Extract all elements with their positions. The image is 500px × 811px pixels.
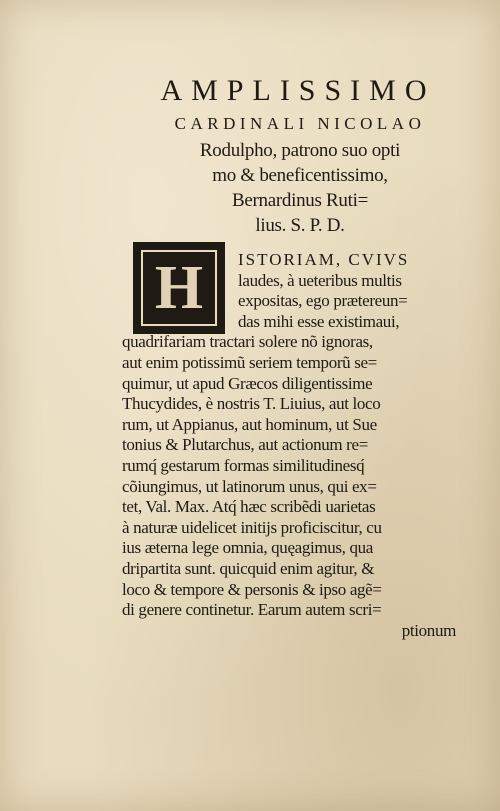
body-line: ISTORIAM, CVIVS	[238, 250, 410, 269]
dedication-heading	[120, 72, 480, 238]
body-line: tonius & Plutarchus, aut actionum re=	[122, 435, 368, 455]
body-text	[122, 250, 468, 641]
body-line: tet, Val. Max. Atq́ hæc scribẽdi uarietas	[122, 497, 376, 517]
body-line: loco & tempore & personis & ipso agẽ=	[122, 579, 382, 599]
body-line: di genere continetur. Earum autem scri=	[122, 600, 382, 620]
body-line: rum, ut Appianus, aut hominum, ut Sue	[122, 414, 377, 434]
dedication-line-3: Rodulpho, patrono suo opti	[199, 140, 401, 161]
body-line: rumq́ gestarum formas similitudinesq́	[122, 455, 365, 475]
dedication-line-2: CARDINALI NICOLAO	[174, 114, 426, 133]
dedication-line-5: Bernardinus Ruti=	[232, 190, 368, 211]
body-line: expositas, ego prætereun=	[238, 291, 408, 311]
dedication-line-4: mo & beneficentissimo,	[212, 165, 388, 186]
body-line: aut enim potissimũ seriem temporũ se=	[122, 352, 377, 372]
body-line: Thucydides, è nostris T. Liuius, aut loco	[122, 394, 381, 414]
body-line: quadrifariam tractari solere nõ ignoras,	[122, 332, 373, 352]
dedication-line-1: AMPLISSIMO	[160, 74, 436, 107]
catchword: ptionum	[401, 620, 456, 640]
body-line: laudes, à ueteribus multis	[238, 270, 402, 290]
body-line: das mihi esse existimaui,	[238, 311, 400, 331]
body-line: cõiungimus, ut latinorum unus, qui ex=	[122, 476, 377, 496]
dedication-line-6: lius. S. P. D.	[255, 215, 345, 236]
body-line: à naturæ uidelicet initijs proficiscitur, cu	[122, 517, 382, 537]
decorated-initial-letter: H	[154, 254, 204, 322]
body-line: dripartita sunt. quicquid enim agitur, &	[122, 558, 375, 578]
body-line: ius æterna lege omnia, quęagimus, qua	[122, 538, 373, 558]
body-line: quimur, ut apud Græcos diligentissime	[122, 373, 373, 393]
